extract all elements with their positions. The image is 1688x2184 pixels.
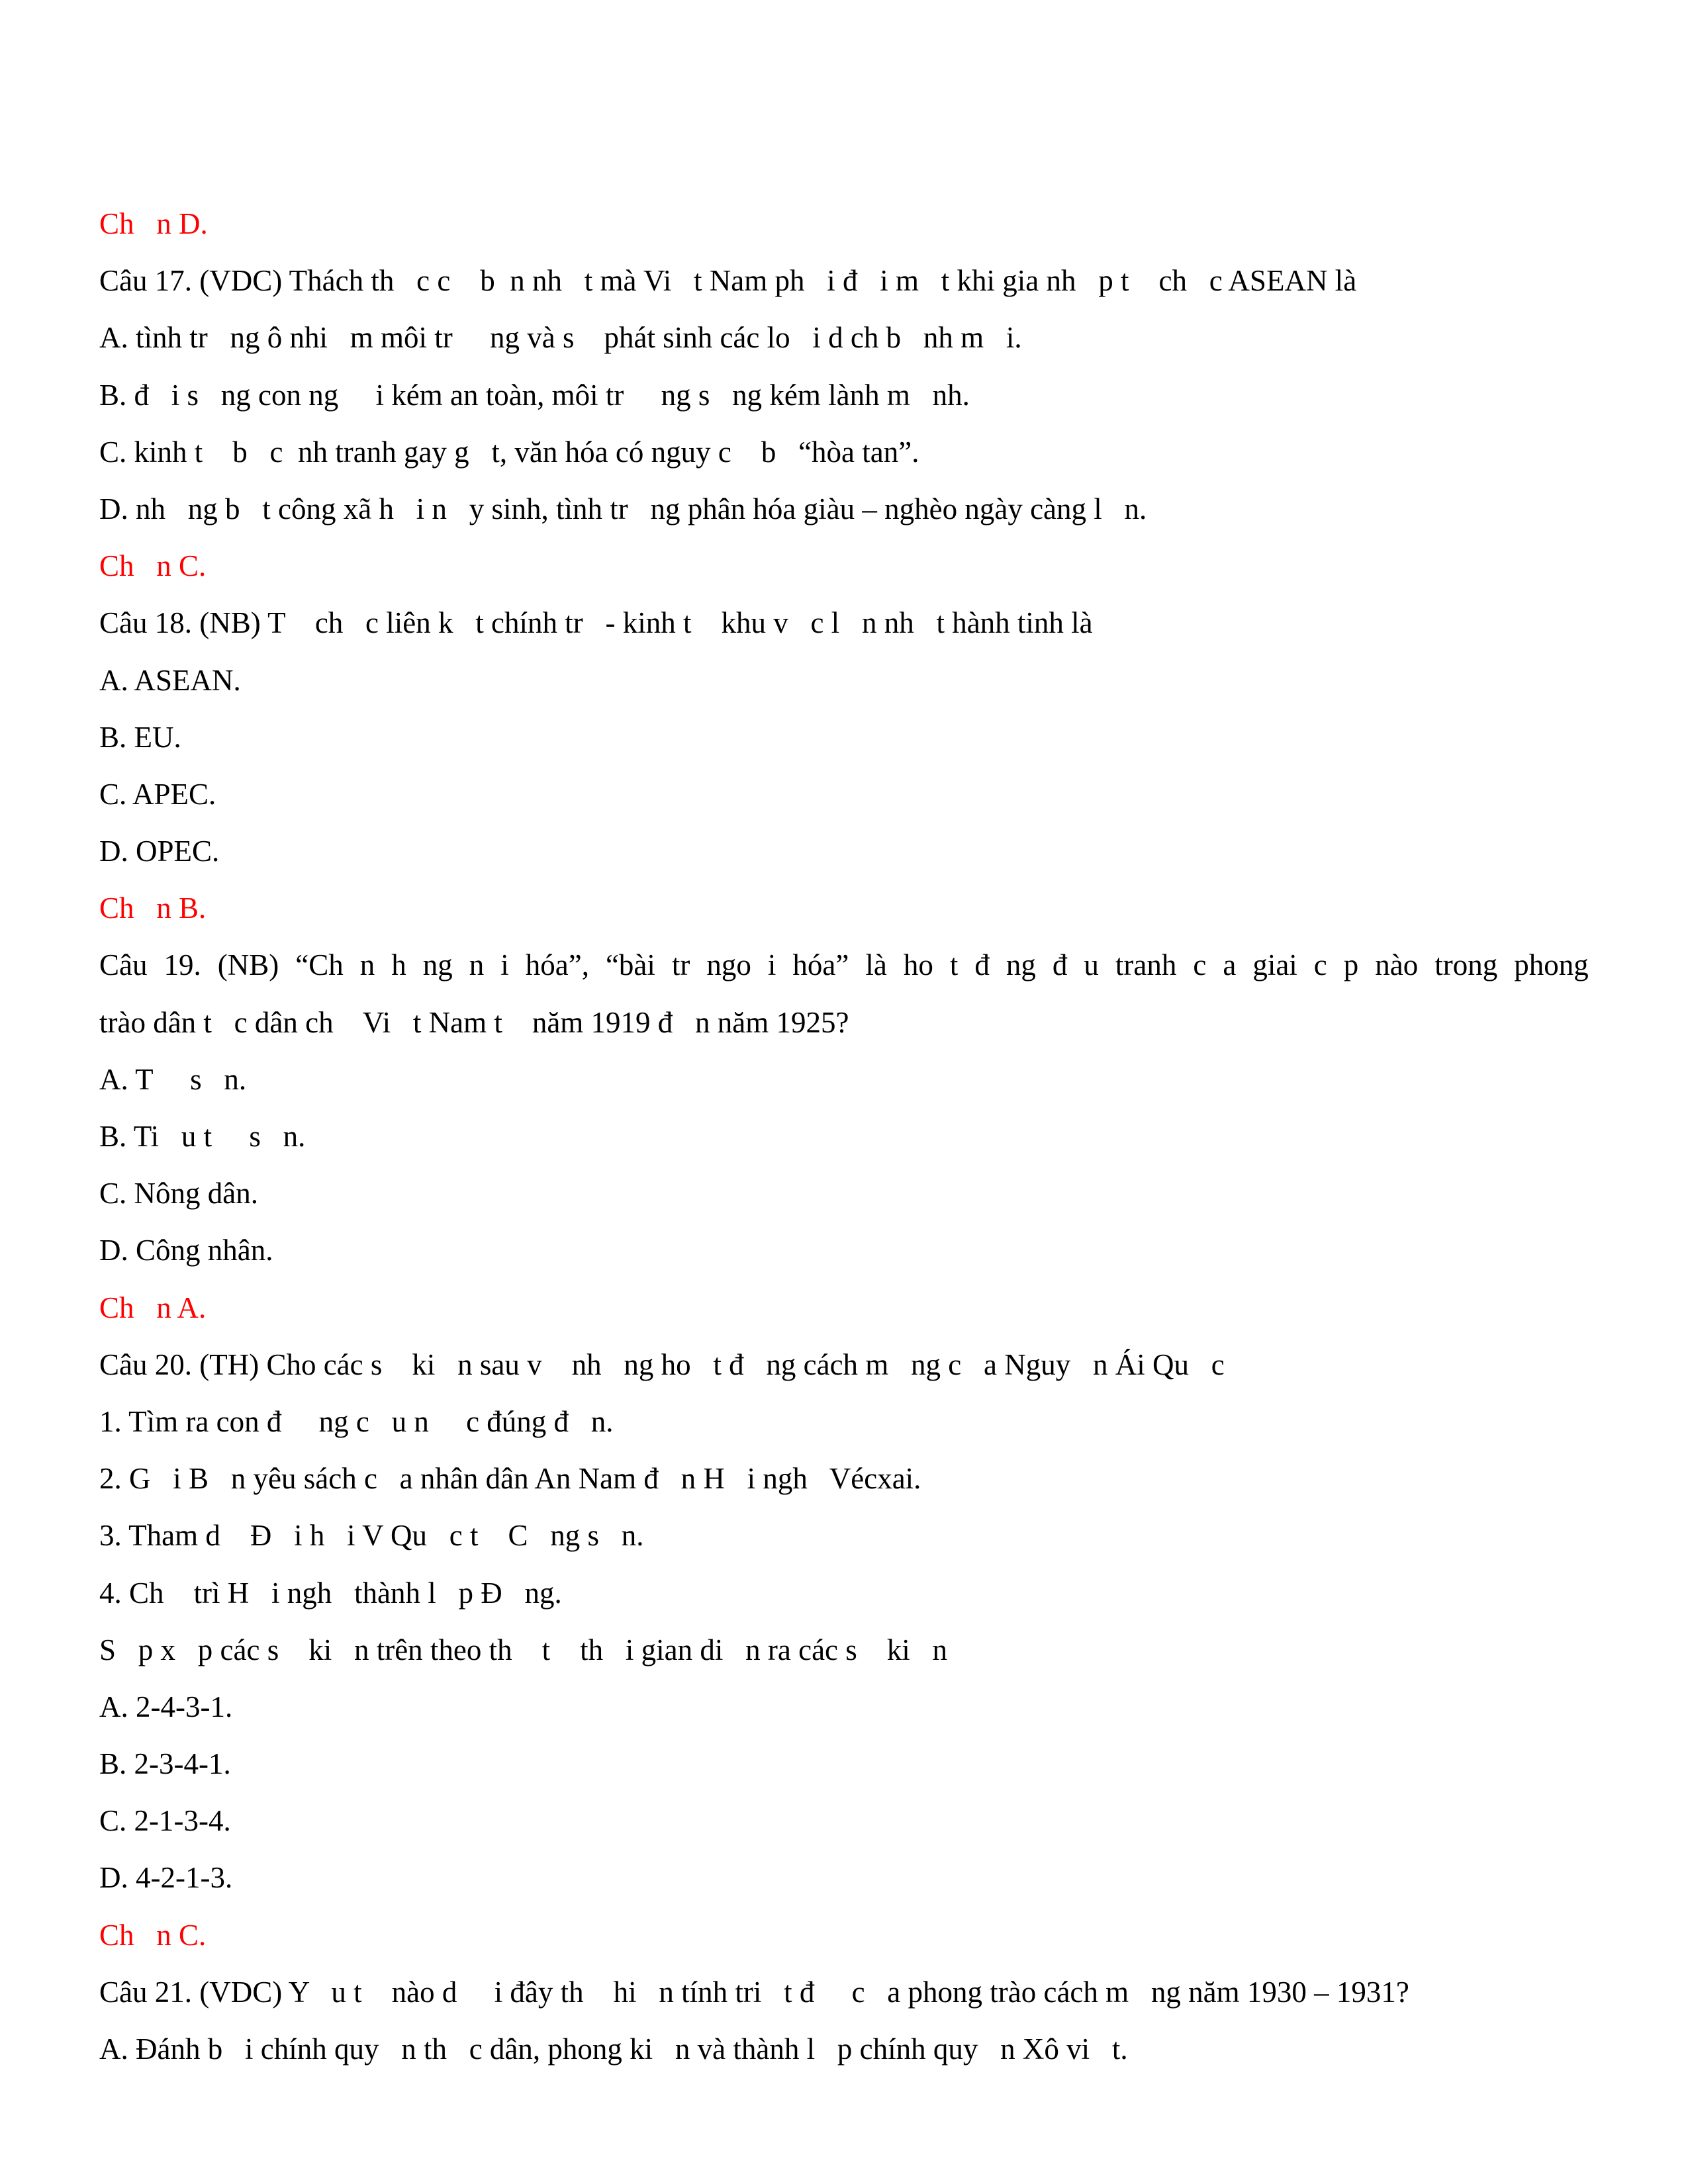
word: giai <box>1252 948 1297 982</box>
option-line: C. APEC. <box>99 777 216 811</box>
word: tranh <box>1115 948 1177 982</box>
question-line <box>99 936 1589 993</box>
word: đ <box>974 948 990 982</box>
word: c <box>1193 948 1207 982</box>
document-page <box>99 195 1589 2077</box>
option-line: D. nh ng b t công xã h i n y sinh, tình tr ng phân hóa giàu – nghèo ngày càng l n. <box>99 492 1147 525</box>
answer-line: Ch n D. <box>99 207 208 240</box>
option-line: D. 4-2-1-3. <box>99 1861 233 1895</box>
word: i <box>767 948 776 982</box>
word: trong <box>1434 948 1498 982</box>
option-line: 1. Tìm ra con đ ng c u n c đúng đ n. <box>99 1404 614 1438</box>
word: ng <box>422 948 453 982</box>
option-line: B. EU. <box>99 720 181 754</box>
option-line: C. kinh t b c nh tranh gay g t, văn hóa có nguy c b “hòa tan”. <box>99 435 919 469</box>
word: a <box>1223 948 1237 982</box>
option-line: A. tình tr ng ô nhi m môi tr ng và s phát sinh các lo i d ch b nh m i. <box>99 321 1022 355</box>
word: là <box>865 948 887 982</box>
word: ngo <box>706 948 751 982</box>
word: đ <box>1052 948 1068 982</box>
question-line: trào dân t c dân ch Vi t Nam t năm 1919 đ n năm 1925? <box>99 1005 849 1039</box>
answer-line: Ch n B. <box>99 891 207 925</box>
word: i <box>500 948 509 982</box>
option-line: B. đ i s ng con ng i kém an toàn, môi tr ng s ng kém lành m nh. <box>99 378 970 412</box>
option-line: C. Nông dân. <box>99 1177 258 1210</box>
word: c <box>1313 948 1327 982</box>
word: h <box>391 948 406 982</box>
word: hóa”, <box>525 948 589 982</box>
word: 19. <box>164 948 201 982</box>
option-line: A. 2-4-3-1. <box>99 1690 233 1723</box>
question-line: Câu 18. (NB) T ch c liên k t chính tr - kinh t khu v c l n nh t hành tinh là <box>99 606 1093 640</box>
word: n <box>359 948 375 982</box>
option-line: B. 2-3-4-1. <box>99 1747 231 1781</box>
option-line: A. T s n. <box>99 1062 247 1096</box>
option-line: C. 2-1-3-4. <box>99 1804 231 1838</box>
option-line: A. ASEAN. <box>99 663 241 697</box>
word: ho <box>903 948 933 982</box>
word: (NB) <box>217 948 279 982</box>
word: Câu <box>99 948 148 982</box>
word: nào <box>1375 948 1419 982</box>
option-line: D. Công nhân. <box>99 1234 273 1267</box>
question-line: Câu 20. (TH) Cho các s ki n sau v nh ng ho t đ ng cách m ng c a Nguy n Ái Qu c <box>99 1347 1225 1381</box>
question-line: Câu 21. (VDC) Y u t nào d i đây th hi n tính tri t đ c a phong trào cách m ng năm 1930 – 1931? <box>99 1975 1409 2009</box>
word: u <box>1084 948 1099 982</box>
question-line: S p x p các s ki n trên theo th t th i gian di n ra các s ki n <box>99 1633 948 1666</box>
option-line: A. Đánh b i chính quy n th c dân, phong ki n và thành l p chính quy n Xô vi t. <box>99 2032 1128 2066</box>
option-line: B. Ti u t s n. <box>99 1120 306 1153</box>
answer-line: Ch n C. <box>99 549 207 583</box>
word: ng <box>1006 948 1036 982</box>
word: n <box>469 948 485 982</box>
word: p <box>1343 948 1359 982</box>
answer-line: Ch n C. <box>99 1918 207 1952</box>
word: t <box>949 948 959 982</box>
option-line: 2. G i B n yêu sách c a nhân dân An Nam đ n H i ngh Vécxai. <box>99 1462 921 1496</box>
word: tr <box>671 948 690 982</box>
option-line: 4. Ch trì H i ngh thành l p Đ ng. <box>99 1576 562 1610</box>
word: hóa” <box>792 948 849 982</box>
word: “bài <box>605 948 655 982</box>
answer-line: Ch n A. <box>99 1291 207 1324</box>
word: “Ch <box>295 948 344 982</box>
option-line: 3. Tham d Đ i h i V Qu c t C ng s n. <box>99 1519 644 1553</box>
question-line: Câu 17. (VDC) Thách th c c b n nh t mà Vi t Nam ph i đ i m t khi gia nh p t ch c ASEAN là <box>99 264 1357 298</box>
word: phong <box>1514 948 1589 982</box>
option-line: D. OPEC. <box>99 835 220 868</box>
